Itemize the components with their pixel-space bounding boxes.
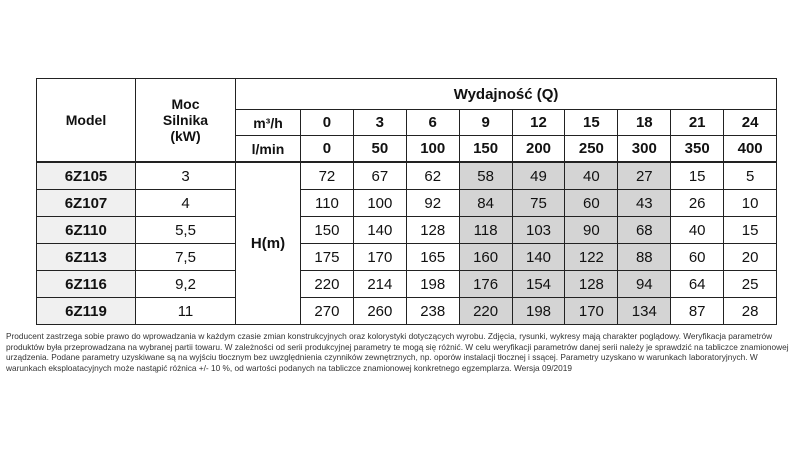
head-value-cell: 10 xyxy=(724,190,777,217)
flow-m3h-cell: 24 xyxy=(724,110,777,136)
power-cell: 7,5 xyxy=(136,244,236,271)
head-value-cell: 128 xyxy=(565,271,618,298)
head-value-cell: 67 xyxy=(353,162,406,190)
flow-m3h-cell: 18 xyxy=(618,110,671,136)
power-header-line3: (kW) xyxy=(170,128,201,144)
head-value-cell: 90 xyxy=(565,217,618,244)
flow-m3h-cell: 21 xyxy=(671,110,724,136)
model-cell: 6Z105 xyxy=(37,162,136,190)
table-row xyxy=(37,298,777,325)
flow-m3h-cell: 6 xyxy=(406,110,459,136)
head-value-cell: 27 xyxy=(618,162,671,190)
head-value-cell: 150 xyxy=(301,217,354,244)
head-value-cell: 72 xyxy=(301,162,354,190)
table-row xyxy=(37,190,777,217)
head-value-cell: 62 xyxy=(406,162,459,190)
head-value-cell: 49 xyxy=(512,162,565,190)
head-value-cell: 165 xyxy=(406,244,459,271)
flow-lmin-cell: 350 xyxy=(671,136,724,163)
head-value-cell: 134 xyxy=(618,298,671,325)
flow-m3h-cell: 15 xyxy=(565,110,618,136)
head-value-cell: 122 xyxy=(565,244,618,271)
head-label: H(m) xyxy=(236,162,301,325)
head-value-cell: 118 xyxy=(459,217,512,244)
head-value-cell: 103 xyxy=(512,217,565,244)
head-value-cell: 43 xyxy=(618,190,671,217)
unit-m3h-label: m³/h xyxy=(236,110,301,136)
head-value-cell: 25 xyxy=(724,271,777,298)
head-value-cell: 170 xyxy=(565,298,618,325)
head-value-cell: 176 xyxy=(459,271,512,298)
model-cell: 6Z107 xyxy=(37,190,136,217)
head-value-cell: 198 xyxy=(406,271,459,298)
head-value-cell: 110 xyxy=(301,190,354,217)
head-value-cell: 40 xyxy=(565,162,618,190)
head-value-cell: 175 xyxy=(301,244,354,271)
flow-lmin-cell: 300 xyxy=(618,136,671,163)
head-value-cell: 40 xyxy=(671,217,724,244)
head-value-cell: 198 xyxy=(512,298,565,325)
head-value-cell: 15 xyxy=(724,217,777,244)
head-value-cell: 220 xyxy=(301,271,354,298)
flow-lmin-cell: 0 xyxy=(301,136,354,163)
head-value-cell: 220 xyxy=(459,298,512,325)
flow-m3h-cell: 12 xyxy=(512,110,565,136)
model-cell: 6Z119 xyxy=(37,298,136,325)
flow-lmin-cell: 200 xyxy=(512,136,565,163)
flow-lmin-cell: 150 xyxy=(459,136,512,163)
head-value-cell: 270 xyxy=(301,298,354,325)
head-value-cell: 170 xyxy=(353,244,406,271)
power-header-line2: Silnika xyxy=(162,112,209,128)
flow-m3h-cell: 3 xyxy=(353,110,406,136)
disclaimer-text: Producent zastrzega sobie prawo do wprowadzania w każdym czasie zmian konstrukcyjnych oraz kolorystyki dotyczących wyrobu. Zdjęcia, rysunki, wykresy mają charakter poglądowy. Weryfikacja parametrów produktów była przeprowadzana na wybranej partii towaru. W zależności od serii produkcyjnej parametry te mogą się różnić. W celu weryfikacji parametrów danej serii należy je sprawdzić na tabliczce znamionowej urządzenia. Podane parametry uzyskiwane są na wyjściu tłocznym bez uwzględnienia czynników zewnętrznych, np. oporów instalacji tłocznej i ssącej. Parametry uzyskano w warunkach laboratoryjnych. W warunkach eksploatacyjnych może nastąpić różnica +/- 10 %, od wartości podanych na tabliczce znamionowej konkretnego egzemplarza. Wersja 09/2019 xyxy=(6,331,789,373)
head-value-cell: 140 xyxy=(512,244,565,271)
table-row xyxy=(37,217,777,244)
head-value-cell: 100 xyxy=(353,190,406,217)
power-cell: 3 xyxy=(136,162,236,190)
pump-performance-table xyxy=(36,78,777,325)
table-row xyxy=(37,162,777,190)
power-header-line1: Moc xyxy=(171,96,200,112)
flow-lmin-cell: 50 xyxy=(353,136,406,163)
table-row xyxy=(37,271,777,298)
head-value-cell: 75 xyxy=(512,190,565,217)
flow-rate-header: Wydajność (Q) xyxy=(236,79,777,110)
head-value-cell: 64 xyxy=(671,271,724,298)
model-cell: 6Z113 xyxy=(37,244,136,271)
flow-m3h-cell: 9 xyxy=(459,110,512,136)
head-value-cell: 94 xyxy=(618,271,671,298)
flow-lmin-cell: 400 xyxy=(724,136,777,163)
head-value-cell: 92 xyxy=(406,190,459,217)
model-cell: 6Z110 xyxy=(37,217,136,244)
unit-lmin-label: l/min xyxy=(236,136,301,163)
head-value-cell: 20 xyxy=(724,244,777,271)
flow-lmin-cell: 250 xyxy=(565,136,618,163)
head-value-cell: 58 xyxy=(459,162,512,190)
head-value-cell: 60 xyxy=(565,190,618,217)
head-value-cell: 87 xyxy=(671,298,724,325)
head-value-cell: 154 xyxy=(512,271,565,298)
head-value-cell: 60 xyxy=(671,244,724,271)
head-value-cell: 140 xyxy=(353,217,406,244)
head-value-cell: 238 xyxy=(406,298,459,325)
head-value-cell: 26 xyxy=(671,190,724,217)
head-value-cell: 68 xyxy=(618,217,671,244)
model-column-header: Model xyxy=(37,79,136,163)
head-value-cell: 15 xyxy=(671,162,724,190)
model-cell: 6Z116 xyxy=(37,271,136,298)
power-cell: 11 xyxy=(136,298,236,325)
flow-lmin-cell: 100 xyxy=(406,136,459,163)
flow-m3h-cell: 0 xyxy=(301,110,354,136)
power-cell: 5,5 xyxy=(136,217,236,244)
head-value-cell: 28 xyxy=(724,298,777,325)
table-row xyxy=(37,244,777,271)
head-value-cell: 214 xyxy=(353,271,406,298)
head-value-cell: 5 xyxy=(724,162,777,190)
head-value-cell: 160 xyxy=(459,244,512,271)
head-value-cell: 84 xyxy=(459,190,512,217)
power-column-header xyxy=(136,79,236,163)
head-value-cell: 260 xyxy=(353,298,406,325)
power-cell: 9,2 xyxy=(136,271,236,298)
head-value-cell: 128 xyxy=(406,217,459,244)
power-cell: 4 xyxy=(136,190,236,217)
head-value-cell: 88 xyxy=(618,244,671,271)
